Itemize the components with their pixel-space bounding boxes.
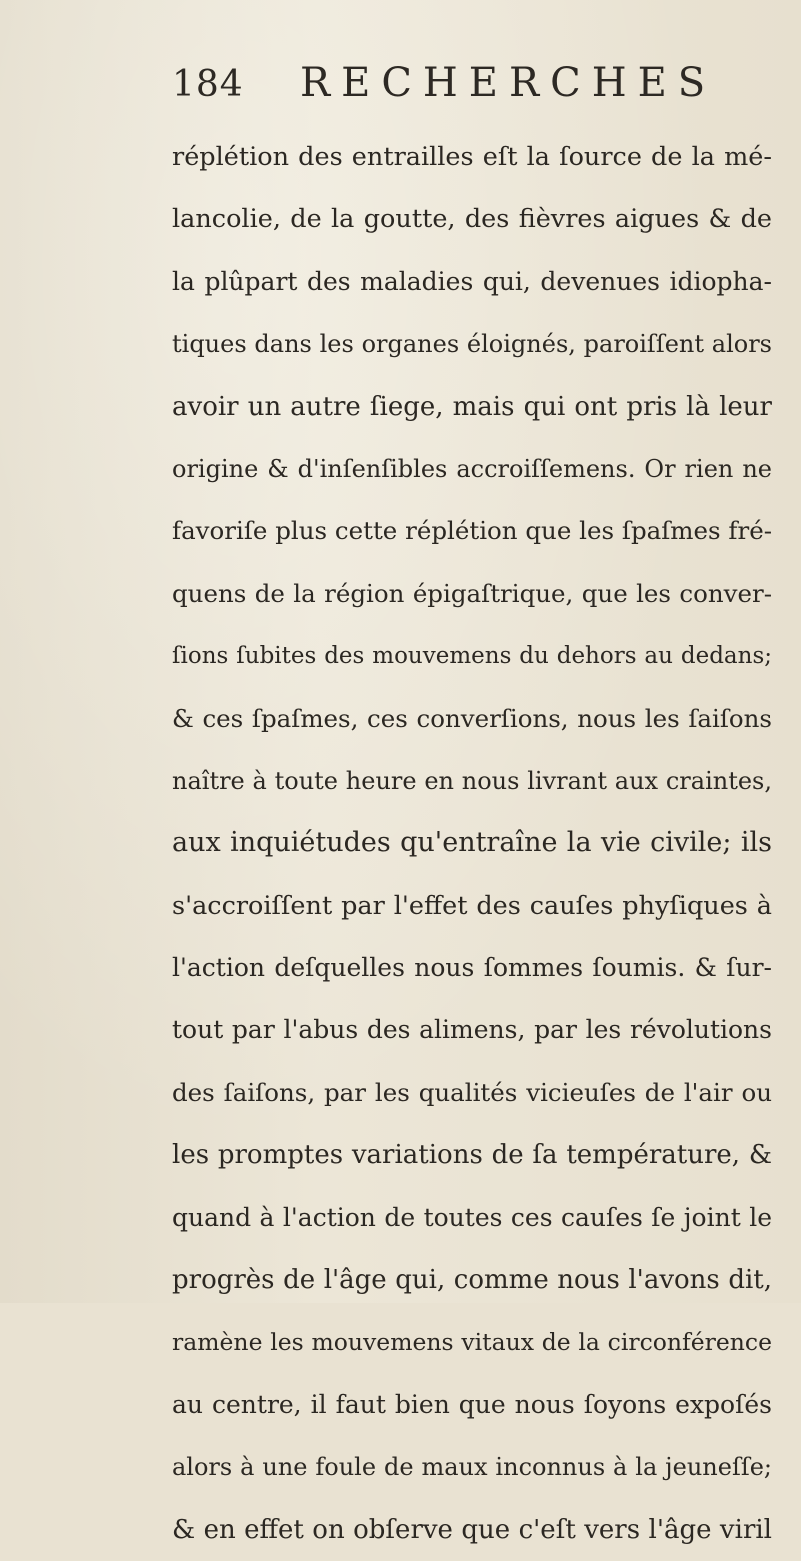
page-header (172, 60, 717, 114)
text-line: ſions ſubites des mouvemens du dehors au dedans; (172, 643, 772, 670)
text-line: la plûpart des maladies qui, devenues idiopha- (172, 266, 772, 296)
text-line: tiques dans les organes éloignés, paroiſſent alors (172, 330, 772, 359)
text-line: naître à toute heure en nous livrant aux craintes, (172, 766, 772, 795)
text-line: au centre, il faut bien que nous ſoyons expoſés (172, 1389, 772, 1419)
text-line: tout par l'abus des alimens, par les révolutions (172, 1015, 772, 1045)
text-line: favoriſe plus cette réplétion que les ſpaſmes fré- (172, 516, 772, 546)
text-line: réplétion des entrailles eſt la ſource de la mé- (172, 142, 772, 172)
text-line: alors à une foule de maux inconnus à la jeuneſſe; (172, 1453, 772, 1482)
text-line: s'accroiſſent par l'effet des cauſes phyſiques à (172, 890, 772, 921)
running-head: RECHERCHES (300, 60, 717, 106)
body-text (172, 126, 772, 1561)
text-line: quand à l'action de toutes ces cauſes ſe joint le (172, 1202, 772, 1232)
text-line: quens de la région épigaſtrique, que les conver- (172, 578, 772, 608)
text-line: ramène les mouvemens vitaux de la circonférence (172, 1328, 772, 1357)
text-line: aux inquiétudes qu'entraîne la vie civile; ils (172, 827, 772, 859)
text-line: origine & d'inſenſibles accroiſſemens. Or rien ne (172, 454, 772, 483)
text-line: & en effet on obſerve que c'eſt vers l'âge viril (172, 1514, 772, 1545)
text-line: progrès de l'âge qui, comme nous l'avons dit, (172, 1265, 772, 1296)
page-number: 184 (172, 64, 244, 105)
text-line: l'action deſquelles nous ſommes ſoumis. & ſur- (172, 953, 772, 983)
text-line: & ces ſpaſmes, ces converſions, nous les ſaiſons (172, 703, 772, 733)
text-line: les promptes variations de ſa température, & (172, 1140, 772, 1171)
text-line: avoir un autre ſiege, mais qui ont pris là leur (172, 391, 772, 422)
text-line: des ſaiſons, par les qualités vicieuſes de l'air ou (172, 1077, 772, 1107)
text-line: lancolie, de la goutte, des fièvres aigues & de (172, 204, 772, 235)
